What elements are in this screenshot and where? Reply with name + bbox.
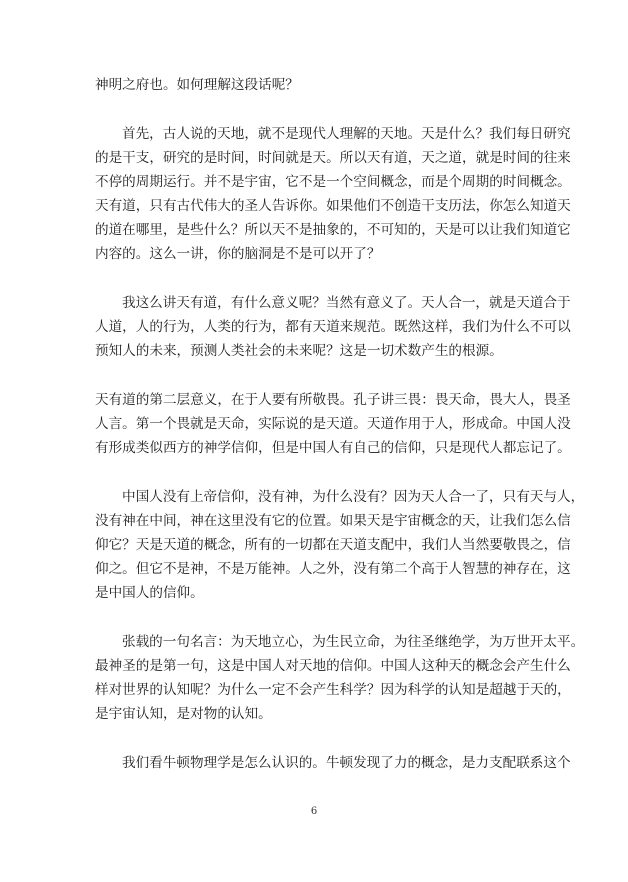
paragraph-line: 中国人没有上帝信仰，没有神，为什么没有？因为天人合一了，只有天与人，: [122, 489, 585, 505]
paragraph-line: 的道在哪里，是些什么？所以天不是抽象的，不可知的，天是可以让我们知道它: [95, 222, 571, 238]
paragraph-line: 张载的一句名言：为天地立心，为生民立命，为往圣继绝学，为万世开太平。: [122, 634, 585, 650]
paragraph-line: 有形成类似西方的神学信仰，但是中国人有自己的信仰，只是现代人都忘记了。: [95, 440, 571, 456]
paragraph-line: 不停的周期运行。并不是宇宙，它不是一个空间概念，而是个周期的时间概念。: [95, 174, 571, 190]
paragraph-line: 预知人的未来，预测人类社会的未来呢？这是一切术数产生的根源。: [95, 343, 503, 359]
paragraph-line: 样对世界的认知呢？为什么一定不会产生科学？因为科学的认知是超越于天的，: [95, 682, 571, 698]
paragraph-line: 没有神在中间，神在这里没有它的位置。如果天是宇宙概念的天，让我们怎么信: [95, 513, 571, 529]
paragraph-line: 首先，古人说的天地，就不是现代人理解的天地。天是什么？我们每日研究: [122, 126, 571, 142]
paragraph-line: 仰它？天是天道的概念，所有的一切都在天道支配中，我们人当然要敬畏之，信: [95, 537, 571, 553]
page-number: 6: [310, 806, 318, 817]
paragraph-line: 是宇宙认知，是对物的认知。: [95, 706, 272, 722]
paragraph-line: 天有道，只有古代伟大的圣人告诉你。如果他们不创造干支历法，你怎么知道天: [95, 198, 571, 214]
paragraph-line: 天有道的第二层意义，在于人要有所敬畏。孔子讲三畏：畏天命，畏大人，畏圣: [95, 392, 571, 408]
paragraph-line: 仰之。但它不是神，不是万能神。人之外，没有第二个高于人智慧的神存在，这: [95, 561, 571, 577]
paragraph-line: 是中国人的信仰。: [95, 585, 204, 601]
paragraph-line: 我这么讲天有道，有什么意义呢？当然有意义了。天人合一，就是天道合于: [122, 295, 571, 311]
paragraph-line: 人道，人的行为，人类的行为，都有天道来规范。既然这样，我们为什么不可以: [95, 319, 571, 335]
paragraph-line: 神明之府也。如何理解这段话呢？: [95, 77, 299, 93]
paragraph-line: 最神圣的是第一句，这是中国人对天地的信仰。中国人这种天的概念会产生什么: [95, 658, 571, 674]
paragraph-line: 内容的。这么一讲，你的脑洞是不是可以开了？: [95, 246, 381, 262]
paragraph-line: 人言。第一个畏就是天命，实际说的是天道。天道作用于人，形成命。中国人没: [95, 416, 571, 432]
paragraph-line: 我们看牛顿物理学是怎么认识的。牛顿发现了力的概念，是力支配联系这个: [122, 755, 571, 771]
paragraph-line: 的是干支，研究的是时间，时间就是天。所以天有道，天之道，就是时间的往来: [95, 150, 571, 166]
